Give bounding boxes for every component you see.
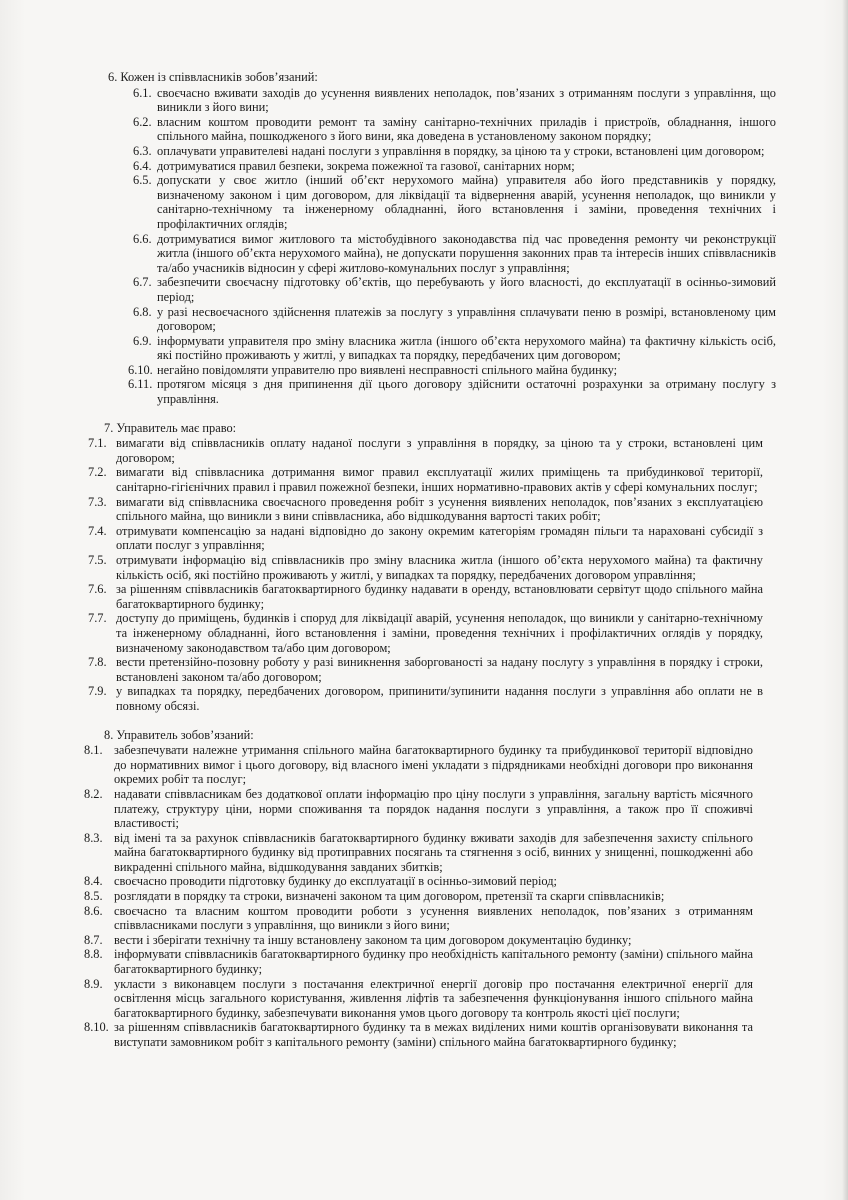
list-item [0,933,848,948]
item-number: 6.6. [133,231,152,246]
item-text: забезпечувати належне утримання спільного майна багатоквартирного будинку та прибудинкової території відповідно до нормативних вимог і цього договору, від власного імені укладати з підрядниками необхідні договори про виконання окремих робіт та послуг; [114,743,753,787]
list-item [0,159,848,174]
item-number: 8.4. [84,874,103,889]
item-number: 7.9. [88,684,107,699]
list-item [0,495,848,524]
item-text: оплачувати управителеві надані послуги з управління в порядку, за ціною та у строки, встановлені цим договором; [157,143,765,158]
item-text: негайно повідомляти управителю про виявлені несправності спільного майна будинку; [157,362,618,377]
item-text: за рішенням співвласників багатоквартирного будинку та в межах виділених ними коштів організовувати виконання та виступати замовником робіт з капітального ремонту (заміни) спільного майна багатоквартирного будинку; [114,1020,753,1049]
item-text: вести і зберігати технічну та іншу встановлену законом та цим договором документацію будинку; [114,932,632,947]
list-item [0,684,848,713]
item-text: отримувати компенсацію за надані відповідно до закону окремим категоріям громадян пільги та нараховані субсидії з оплати послуг з управління; [116,523,763,553]
list-item [0,465,848,494]
list-item [0,947,848,976]
list-item [0,787,848,831]
item-number: 7.1. [88,436,107,451]
list-item [0,655,848,684]
section-8 [0,728,848,1050]
list-item [0,173,848,231]
item-number: 7.4. [88,523,107,538]
item-number: 6.4. [133,158,152,173]
item-text: вимагати від співвласників оплату наданої послуги з управління в порядку, за ціною та у строки, встановлені цим договором; [116,436,763,465]
item-number: 6.7. [133,275,152,290]
document-body [0,70,848,1050]
item-text: розглядати в порядку та строки, визначені законом та цим договором, претензії та скарги співвласників; [114,889,665,904]
list-item [0,582,848,611]
section-heading: 6. Кожен із співвласників зобов’язаний: [108,70,318,84]
item-text: у разі несвоєчасного здійснення платежів за послугу з управління сплачувати пеню в розмірі, встановленому цим договором; [157,304,776,334]
list-item [0,144,848,159]
item-number: 7.6. [88,582,107,597]
item-number: 8.10. [84,1020,109,1035]
item-number: 7.8. [88,655,107,670]
item-text: доступу до приміщень, будинків і споруд для ліквідації аварій, усунення неполадок, що виникли у санітарно-технічному та інженерному обладнанні, його встановлення і заміни, проведення технічних і профілактичних оглядів у порядку, визначеному законодавством та/або цим договором; [116,611,763,655]
list-item [0,436,848,465]
list-item [0,363,848,378]
item-number: 8.7. [84,932,103,947]
list-item [0,86,848,115]
section-heading: 7. Управитель має право: [104,420,237,435]
list-item [0,874,848,889]
item-text: інформувати співвласників багатоквартирного будинку про необхідність капітального ремонту (заміни) спільного майна багатоквартирного будинку; [114,947,753,977]
item-number: 6.1. [133,85,152,100]
item-text: вести претензійно-позовну роботу у разі виникнення заборгованості за надану послугу з управління в порядку і строки, встановлені законом та/або договором; [116,655,763,684]
item-text: забезпечити своєчасну підготовку об’єктів, що перебувають у його власності, до експлуатації в осінньо-зимовий період; [157,275,776,304]
item-number: 6.3. [133,143,152,158]
list-item [0,831,848,875]
item-text: протягом місяця з дня припинення дії цього договору здійснити остаточні розрахунки за отриману послугу з управління. [157,377,776,407]
list-item [0,305,848,334]
item-text: надавати співвласникам без додаткової оплати інформацію про ціну послуги з управління, загальну вартість місячного платежу, структуру ціни, норми споживання та порядок надання послуги з управління, а також про її споживчі властивості; [114,786,753,831]
item-text: власним коштом проводити ремонт та заміну санітарно-технічних приладів і пристроїв, обладнання, іншого спільного майна, пошкодженого з його вини, яка доведена в установленому законом порядку; [157,114,776,144]
item-text: отримувати інформацію від співвласників про зміну власника житла (іншого об’єкта нерухомого майна) та фактичну кількість осіб, які постійно проживають у житлі, у випадках та порядку, передбачених договором управління; [116,553,763,582]
item-number: 7.2. [88,465,107,480]
section-6 [0,70,848,407]
list-item [0,977,848,1021]
list-item [0,743,848,787]
list-item [0,1020,848,1049]
item-text: у випадках та порядку, передбачених договором, припинити/зупинити надання послуги з управління або оплати не в повному обсязі. [116,684,763,713]
item-number: 7.7. [88,611,107,626]
section-7 [0,421,848,714]
item-number: 8.1. [84,743,103,758]
section-gap [0,714,848,728]
item-text: вимагати від співвласника дотримання вимог правил експлуатації жилих приміщень та прибудинкової території, санітарно-гігієнічних правил і правил пожежної безпеки, інших нормативно-правових актів у сфері комунальних послуг; [116,465,763,495]
item-number: 6.11. [128,377,153,392]
item-number: 8.6. [84,903,103,918]
item-number: 7.5. [88,553,107,567]
item-text: своєчасно проводити підготовку будинку до експлуатації в осінньо-зимовий період; [114,874,557,889]
list-item [0,611,848,655]
list-item [0,889,848,904]
item-text: своєчасно та власним коштом проводити роботи з усунення виявлених неполадок, пов’язаних з отриманням співвласниками послуги з управління, що виникли з його вини; [114,903,753,933]
item-text: за рішенням співвласників багатоквартирного будинку надавати в оренду, встановлювати сервітут щодо спільного майна багатоквартирного будинку; [116,582,763,611]
item-text: своєчасно вживати заходів до усунення виявлених неполадок, пов’язаних з отриманням послуги з управління, що виникли з його вини; [157,85,776,115]
item-number: 8.5. [84,889,103,904]
list-item [0,275,848,304]
list-item [0,904,848,933]
item-text: допускати у своє житло (інший об’єкт нерухомого майна) управителя або його представників у порядку, визначеному законом і цим договором, для ліквідації та відвернення аварій, усунення неполадок, що виникли у санітарно-технічному та інженерному обладнанні, його встановлення і заміни, проведення технічних і профілактичних оглядів; [157,173,776,231]
item-number: 7.3. [88,494,107,509]
item-number: 8.9. [84,976,103,991]
list-item [0,232,848,276]
list-item [0,553,848,582]
section-heading: 8. Управитель зобов’язаний: [104,727,254,742]
list-item [0,334,848,363]
section-gap [0,407,848,421]
item-text: вимагати від співвласника своєчасного проведення робіт з усунення виявлених неполадок, пов’язаних з експлуатацією спільного майна, що виникли з вини співвласника, або відшкодування вартості таких робіт; [116,494,763,524]
item-text: від імені та за рахунок співвласників багатоквартирного будинку вживати заходів для забезпечення захисту спільного майна багатоквартирного будинку від протиправних посягань та стягнення з осіб, винних у знищенні, пошкодженні або викраденні спільного майна, відшкодування завданих збитків; [114,830,753,874]
item-text: дотримуватися вимог житлового та містобудівного законодавства під час проведення ремонту чи реконструкції житла (іншого об’єкта нерухомого майна), не допускати порушення законних прав та інтересів інших співвласників та/або учасників відносин у сфері житлово-комунальних послуг з управління; [157,231,776,275]
item-text: укласти з виконавцем послуги з постачання електричної енергії договір про постачання електричної енергії для освітлення місць загального користування, живлення ліфтів та забезпечення функціонування іншого спільного майна багатоквартирного будинку, забезпечувати виконання умов цього договору та контроль якості цієї послуги; [114,976,753,1020]
item-number: 6.5. [133,173,152,188]
item-number: 8.2. [84,786,103,801]
item-number: 6.8. [133,304,152,319]
item-number: 6.9. [133,333,152,348]
item-number: 6.10. [128,362,153,377]
item-number: 8.3. [84,830,103,845]
list-item [0,115,848,144]
list-item [0,377,848,406]
item-number: 8.8. [84,947,103,962]
item-number: 6.2. [133,114,152,129]
item-text: інформувати управителя про зміну власника житла (іншого об’єкта нерухомого майна) та фактичну кількість осіб, які постійно проживають у житлі, у випадках та порядку, передбачених цим договором; [157,333,776,363]
list-item [0,524,848,553]
item-text: дотримуватися правил безпеки, зокрема пожежної та газової, санітарних норм; [157,158,575,173]
